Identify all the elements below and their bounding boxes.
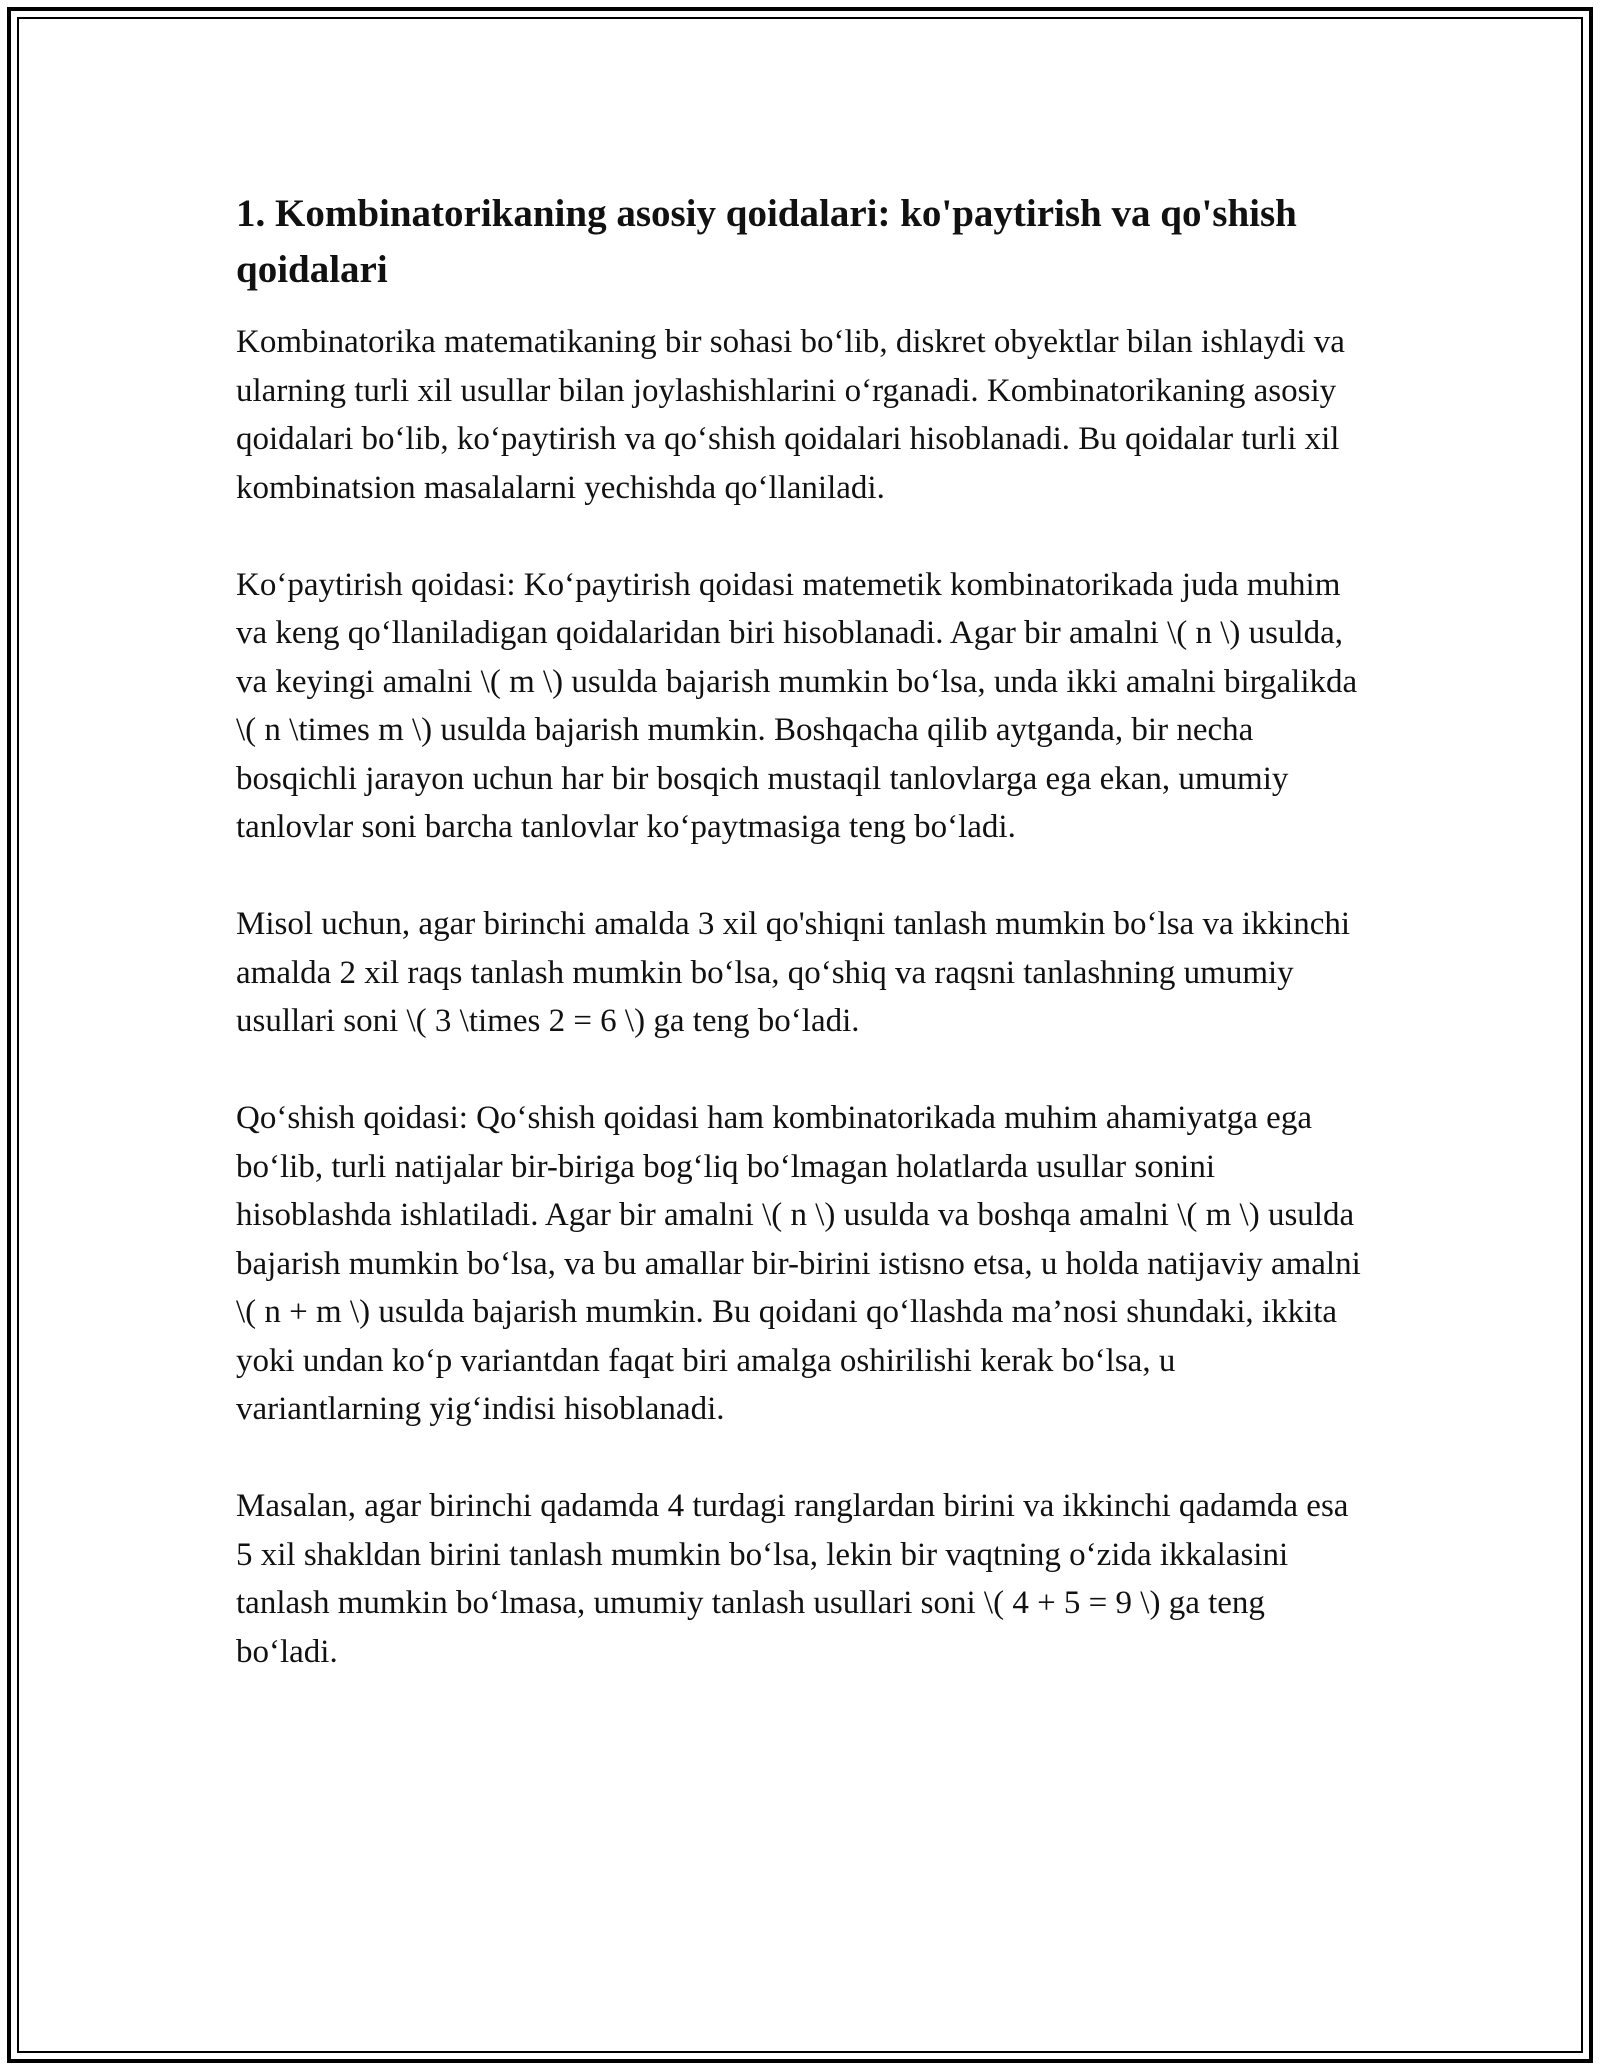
multiplication-example-paragraph: Misol uchun, agar birinchi amalda 3 xil qo'shiqni tanlash mumkin bo‘lsa va ikkinchi amalda 2 xil raqs tanlash mumkin bo‘lsa, qo‘shiq va raqsni tanlashning umumiy usullari soni \( 3 \times 2 = 6 \) ga teng bo‘ladi. [236, 906, 1351, 1039]
multiplication-rule-paragraph: Ko‘paytirish qoidasi: Ko‘paytirish qoidasi matemetik kombinatorikada juda muhim va keng qo‘llaniladigan qoidalaridan biri hisoblanadi. Agar bir amalni \( n \) usulda, va keyingi amalni \( m \) usulda bajarish mumkin bo‘lsa, unda ikki amalni birgalikda \( n \times m \) usulda bajarish mumkin. Boshqacha qilib aytganda, bir necha bosqichli jarayon uchun har bir bosqich mustaqil tanlovlarga ega ekan, umumiy tanlovlar soni barcha tanlovlar ko‘paytmasiga teng bo‘ladi. [236, 566, 1358, 845]
addition-rule-paragraph: Qo‘shish qoidasi: Qo‘shish qoidasi ham kombinatorikada muhim ahamiyatga ega bo‘lib, turli natijalar bir-biriga bog‘liq bo‘lmagan holatlarda usullar sonini hisoblashda ishlatiladi. Agar bir amalni \( n \) usulda va boshqa amalni \( m \) usulda bajarish mumkin bo‘lsa, va bu amallar bir-birini istisno etsa, u holda natijaviy amalni \( n + m \) usulda bajarish mumkin. Bu qoidani qo‘llashda ma’nosi shundaki, ikkita yoki undan ko‘p variantdan faqat biri amalga oshirilishi kerak bo‘lsa, u variantlarning yig‘indisi hisoblanadi. [236, 1100, 1361, 1427]
intro-paragraph: Kombinatorika matematikaning bir sohasi bo‘lib, diskret obyektlar bilan ishlaydi va ularning turli xil usullar bilan joylashishlarini o‘rganadi. Kombinatorikaning asosiy qoidalari bo‘lib, ko‘paytirish va qo‘shish qoidalari hisoblanadi. Bu qoidalar turli xil kombinatsion masalalarni yechishda qo‘llaniladi. [236, 324, 1345, 506]
document-body [236, 186, 1366, 1725]
addition-example-paragraph: Masalan, agar birinchi qadamda 4 turdagi ranglardan birini va ikkinchi qadamda esa 5 xil shakldan birini tanlash mumkin bo‘lsa, lekin bir vaqtning o‘zida ikkalasini tanlash mumkin bo‘lmasa, umumiy tanlash usullari soni \( 4 + 5 = 9 \) ga teng bo‘ladi. [236, 1488, 1349, 1670]
section-heading: 1. Kombinatorikaning asosiy qoidalari: ko'paytirish va qo'shish qoidalari [236, 192, 1297, 291]
